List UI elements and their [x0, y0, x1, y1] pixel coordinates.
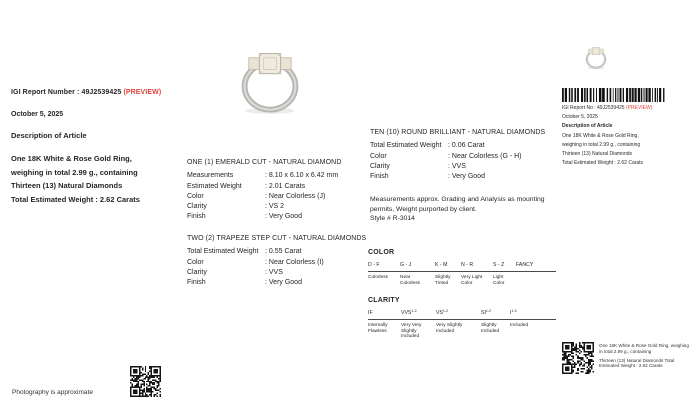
spec-row [370, 172, 556, 182]
spec-row [370, 141, 556, 151]
spec-value: : VS 2 [265, 203, 285, 211]
qr-modules [562, 342, 594, 374]
clarity-grade-text: IF [368, 310, 373, 316]
spec-label: Color [370, 152, 387, 160]
stub-report-date: October 5, 2025 [562, 114, 598, 121]
preview-badge: (PREVIEW) [123, 89, 162, 96]
spec-row [187, 212, 367, 222]
spec-label: Finish [187, 213, 206, 221]
spec-label: Color [187, 258, 204, 266]
section-round-brilliant [370, 128, 556, 224]
color-scale-title: COLOR [368, 249, 395, 256]
stub-description-line: weighing in total 2.99 g., containing [562, 141, 641, 148]
style-number: Style # R-3014 [370, 215, 415, 223]
barcode-bars [562, 88, 666, 102]
report-number-text: IGI Report Number : 49J2539425 [11, 89, 124, 96]
spec-value: : Near Colorless (J) [265, 192, 326, 200]
spec-value: : 0.06 Carat [448, 142, 485, 150]
stub-report-summary [562, 104, 694, 168]
clarity-grade [368, 310, 401, 316]
color-grade-label: Near Colorless [400, 275, 420, 286]
color-grade: N - R [461, 262, 474, 268]
spec-value: : 0.55 Carat [265, 248, 302, 256]
spec-row [187, 278, 367, 288]
spec-label: Clarity [187, 203, 207, 211]
color-label-row [368, 275, 556, 286]
report-number-line [11, 89, 187, 111]
description-line: Thirteen (13) Natural Diamonds [11, 181, 123, 190]
stub-report-number-line [562, 104, 694, 113]
stub-report-number-text: IGI Report No : 49J2539425 [562, 105, 626, 111]
spec-value: : VVS [448, 162, 466, 170]
spec-row [187, 258, 367, 268]
section-trapeze-cut [187, 234, 367, 288]
spec-value: : 8.10 x 6.10 x 6.42 mm [265, 172, 339, 180]
ring-illustration [216, 44, 324, 116]
color-grade-label [516, 275, 556, 286]
spec-label: Total Estimated Weight [370, 142, 442, 150]
section-emerald-cut [187, 158, 367, 223]
spec-row [187, 247, 367, 257]
color-grade: D - F [368, 262, 380, 268]
color-grade: K - M [435, 262, 448, 268]
ring-photo-stub [577, 44, 615, 70]
spec-row [370, 152, 556, 162]
clarity-grade-text: I [510, 310, 512, 316]
report-date: October 5, 2025 [11, 111, 64, 118]
spec-label: Finish [187, 279, 206, 287]
color-grade: G - J [400, 262, 412, 268]
clarity-grade-label: Very Slightly Included [436, 323, 463, 334]
spec-value: : Very Good [448, 173, 485, 181]
clarity-grade-text: SI [481, 310, 486, 316]
clarity-grade-text: VVS [401, 310, 412, 316]
stub-description-line: One 18K White & Rose Gold Ring, [562, 132, 639, 139]
stub-description-title: Description of Article [562, 123, 613, 130]
clarity-grade-text: VS [436, 310, 443, 316]
grading-disclaimer: Measurements approx. Grading and Analysis as mounting permits, Weight purported by client. [370, 196, 545, 213]
qr-code-main [130, 366, 161, 397]
clarity-grade [436, 310, 481, 316]
clarity-grade [510, 310, 556, 316]
spec-value: : VVS [265, 268, 283, 276]
section-title: TEN (10) ROUND BRILLIANT - NATURAL DIAMONDS [370, 129, 546, 136]
stub-qr-caption [599, 343, 691, 369]
stub-description-line: Total Estimated Weight : 2.62 Carats [562, 160, 644, 167]
spec-label: Finish [370, 173, 389, 181]
stub-qr-caption-line: One 18K White & Rose Gold Ring, weighing in total 2.99 g., containing [599, 343, 689, 354]
spec-value: : Very Good [265, 279, 302, 287]
ring-photo [216, 44, 324, 116]
clarity-scale-title: CLARITY [368, 297, 400, 304]
description-line: One 18K White & Rose Gold Ring, [11, 154, 132, 163]
clarity-grade-label: Included [510, 323, 529, 328]
clarity-scale [368, 297, 556, 340]
description-line: weighing in total 2.99 g., containing [11, 167, 138, 177]
spec-row [187, 202, 367, 212]
color-grade-label: Slightly Tinted [435, 275, 451, 286]
color-grade: S - Z [493, 262, 505, 268]
stub-qr-caption-line: Thirteen (13) Natural Diamonds Total Estimated Weight : 2.62 Carats [599, 357, 675, 369]
color-grade-label: Colorless [368, 275, 388, 280]
spec-label: Clarity [370, 162, 390, 170]
stub-preview-badge: (PREVIEW) [625, 105, 653, 111]
spec-value: : Very Good [265, 213, 302, 221]
spec-row [187, 171, 367, 181]
spec-value: : 2.01 Carats [265, 182, 306, 190]
clarity-grade-sup: 1-2 [485, 309, 492, 314]
clarity-grade-label: Very Very Slightly Included [401, 323, 422, 340]
section-title: TWO (2) TRAPEZE STEP CUT - NATURAL DIAMONDS [187, 235, 367, 242]
spec-row [187, 268, 367, 278]
clarity-grade-row [368, 310, 556, 320]
spec-label: Estimated Weight [187, 182, 242, 190]
spec-label: Measurements [187, 172, 234, 180]
clarity-grade-label: Slightly Included [481, 323, 500, 334]
stub-description-line: Thirteen (13) Natural Diamonds [562, 151, 633, 158]
spec-label: Clarity [187, 268, 207, 276]
color-grade-label: Very Light Color [461, 275, 483, 286]
spec-value: : Near Colorless (I) [265, 258, 324, 266]
report-header [11, 89, 187, 206]
spec-label: Total Estimated Weight [187, 248, 259, 256]
color-grade: FANCY [516, 262, 534, 268]
clarity-label-row [368, 323, 556, 340]
barcode [562, 88, 666, 102]
description-line: Total Estimated Weight : 2.62 Carats [11, 194, 140, 204]
clarity-grade-sup: 1-2 [442, 309, 449, 314]
qr-modules [130, 366, 161, 397]
spec-row [187, 182, 367, 192]
ring-illustration [577, 44, 615, 70]
description-title: Description of Article [11, 131, 87, 140]
section-title: ONE (1) EMERALD CUT - NATURAL DIAMOND [187, 159, 342, 166]
spec-label: Color [187, 192, 204, 200]
clarity-grade-label: Internally Flawless [368, 323, 388, 334]
clarity-grade-sup: 1-3 [511, 309, 517, 314]
spec-row [187, 192, 367, 202]
clarity-grade-sup: 1-2 [411, 309, 417, 314]
color-scale [368, 249, 556, 286]
clarity-grade [401, 310, 436, 316]
color-grade-row [368, 262, 556, 272]
clarity-grade [481, 310, 510, 316]
photography-note: Photography is approximate [12, 389, 93, 396]
qr-code-stub [562, 342, 594, 374]
color-grade-label: Light Color [493, 275, 505, 286]
spec-value: : Near Colorless (G - H) [448, 152, 522, 160]
spec-row [370, 162, 556, 172]
